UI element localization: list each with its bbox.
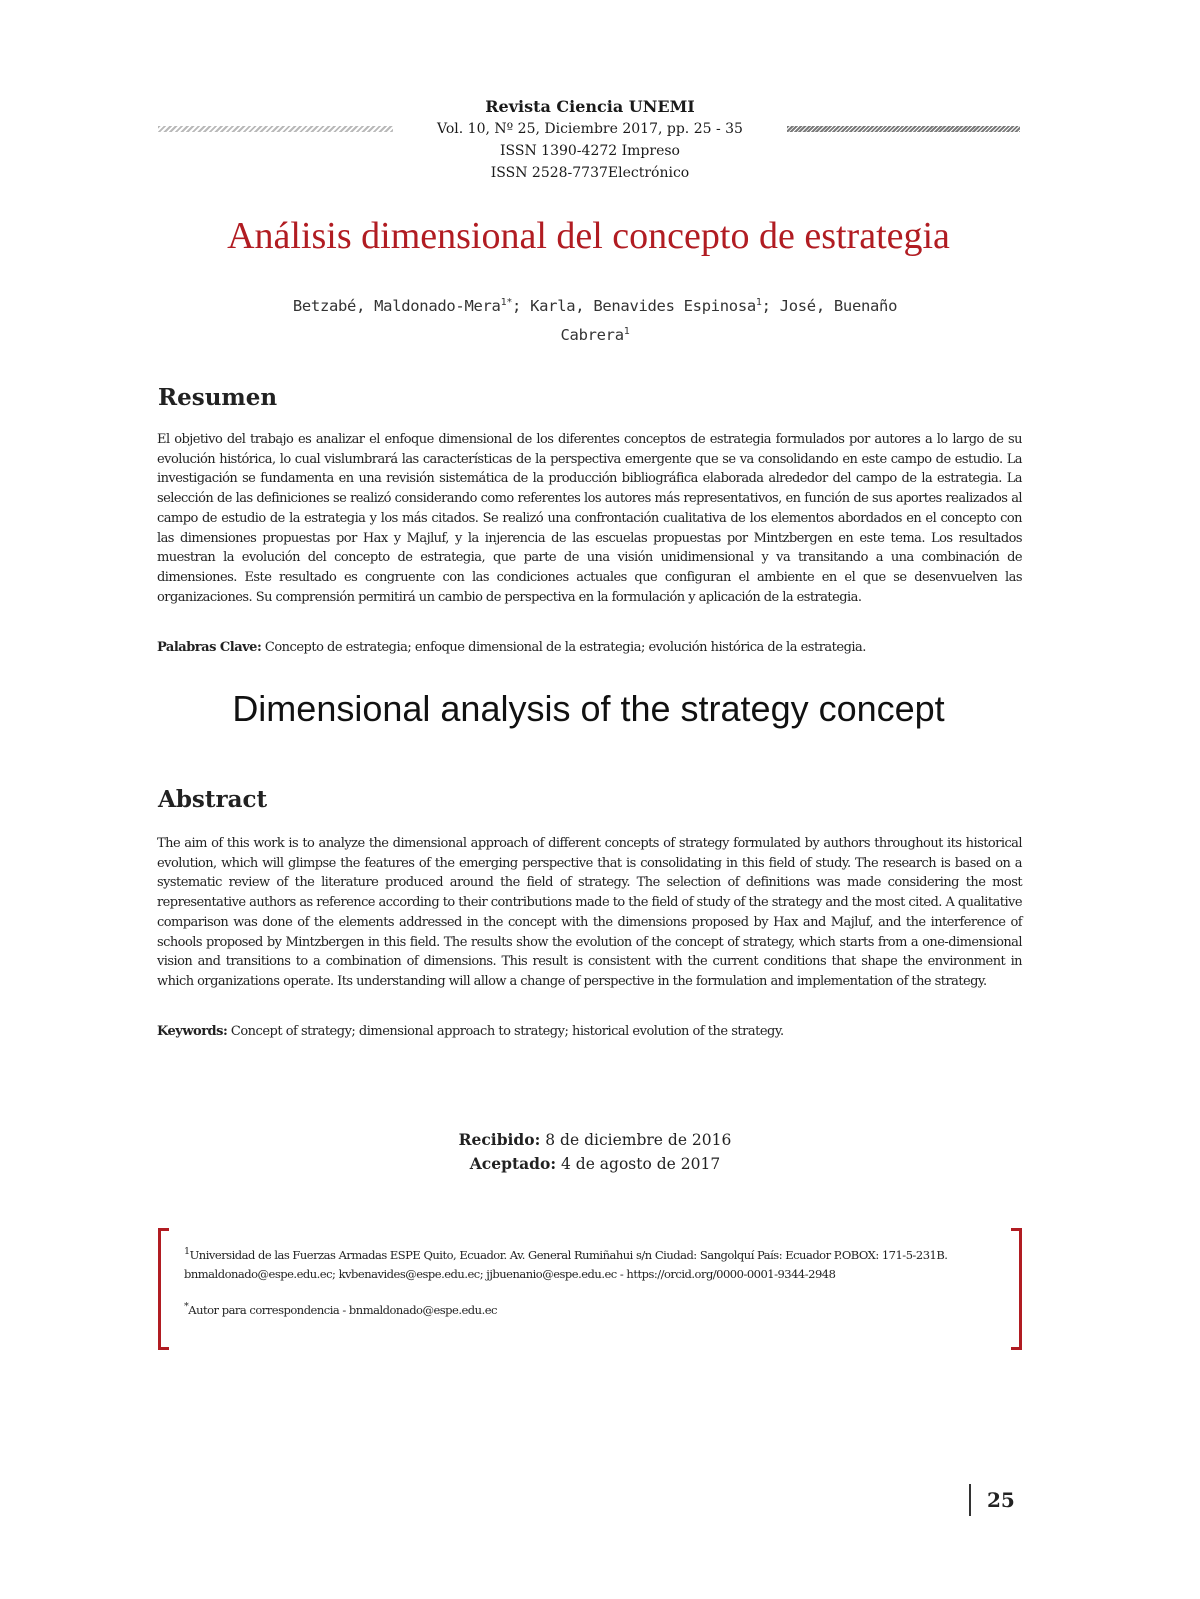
affiliation-box [158, 1228, 1022, 1346]
bracket-left [158, 1228, 169, 1350]
header-rule-right [787, 126, 1020, 132]
accepted-label: Aceptado: [469, 1154, 557, 1173]
affiliation-text [184, 1242, 1004, 1320]
abstract-heading: Abstract [158, 786, 268, 813]
keywords-label: Keywords: [157, 1024, 228, 1039]
affiliation-body: Universidad de las Fuerzas Armadas ESPE Quito, Ecuador. Av. General Rumiñahui s/n Ciudad: Sangolquí País: Ecuador P.OBOX: 171-5-231B. bnmaldonado@espe.edu.ec; kvbenavides@espe.edu.ec; jjbuenanio@espe.edu.ec - https://orcid.org/0000-0001-9344-2948 [184, 1247, 948, 1282]
journal-volume: Vol. 10, Nº 25, Diciembre 2017, pp. 25 - 35 [437, 121, 743, 137]
abstract-text: The aim of this work is to analyze the dimensional approach of different concepts of strategy formulated by authors throughout its historical evolution, which will glimpse the features of the emerging perspective that is consolidating in this field of study. The research is based on a systematic review of the literature produced around the field of strategy. The selection of definitions was made considering the most representative authors as reference according to their contributions made to the field of study of the strategy and the most cited. A qualitative comparison was done of the elements addressed in the concept with the dimensions proposed by Hax and Majluf, and the interference of schools proposed by Mintzbergen in this field. The results show the evolution of the concept of strategy, which starts from a one-dimensional vision and transitions to a combination of dimensions. This result is consistent with the current conditions that shape the environment in which organizations operate. Its understanding will allow a change of perspective in the formulation and implementation of the strategy. [157, 836, 1022, 989]
palabras-clave-label: Palabras Clave: [157, 640, 262, 655]
issn-print: ISSN 1390-4272 Impreso [500, 143, 680, 159]
received-value: 8 de diciembre de 2016 [545, 1131, 732, 1149]
author-1: Betzabé, Maldonado-Mera [292, 297, 501, 316]
header-rule-left [158, 126, 393, 132]
bracket-right [1011, 1228, 1022, 1350]
article-dates [395, 1128, 795, 1176]
palabras-clave-text: Concepto de estrategia; enfoque dimensional de la estrategia; evolución histórica de la estrategia. [264, 640, 866, 655]
keywords-text: Concept of strategy; dimensional approach to strategy; historical evolution of the strategy. [230, 1024, 784, 1039]
issn-electronic: ISSN 2528-7737Electrónico [490, 165, 690, 181]
author-3-cont: Cabrera [560, 326, 624, 345]
resumen-heading: Resumen [158, 384, 278, 411]
corresponding-author [184, 1297, 1004, 1320]
received-label: Recibido: [458, 1130, 541, 1149]
author-2: ; Karla, Benavides Espinosa [512, 297, 756, 316]
accepted-date [395, 1152, 795, 1176]
author-list [255, 290, 935, 348]
corresponding-text: Autor para correspondencia - bnmaldonado@espe.edu.ec [188, 1302, 497, 1317]
keywords [157, 1024, 1022, 1039]
author-3-affil: 1 [623, 326, 630, 338]
accepted-value: 4 de agosto de 2017 [560, 1155, 721, 1173]
resumen-text: El objetivo del trabajo es analizar el enfoque dimensional de los diferentes conceptos de estrategia formulados por autores a lo largo de su evolución histórica, lo cual vislumbrará las características de la perspectiva emergente que se va consolidando en este campo de estudio. La investigación se fundamenta en una revisión sistemática de la producción bibliográfica elaborada alrededor del campo de la estrategia. La selección de las definiciones se realizó considerando como referentes los autores más representativos, en función de sus aportes realizados al campo de estudio de la estrategia y los más citados. Se realizó una confrontación cualitativa de los elementos abordados en el concepto con las dimensiones propuestas por Hax y Majluf, y la injerencia de las escuelas propuestas por Mintzbergen en este tema. Los resultados muestran la evolución del concepto de estrategia, que parte de una visión unidimensional y va transitando a una combinación de dimensiones. Este resultado es congruente con las condiciones actuales que configuran el ambiente en el que se desenvuelven las organizaciones. Su comprensión permitirá un cambio de perspectiva en la formulación y aplicación de la estrategia. [157, 432, 1022, 605]
affiliation-line [184, 1242, 1004, 1285]
author-1-affil: 1* [500, 297, 513, 308]
affiliation-sup: 1 [184, 1246, 190, 1257]
article-title-en: Dimensional analysis of the strategy concept [232, 688, 945, 729]
author-3: ; José, Buenaño [761, 297, 898, 316]
page-number: 25 [969, 1484, 1015, 1516]
journal-name: Revista Ciencia UNEMI [485, 97, 695, 116]
palabras-clave [157, 640, 1022, 655]
corr-mark: * [184, 1300, 189, 1312]
article-title-es: Análisis dimensional del concepto de estrategia [227, 215, 950, 257]
author-2-affil: 1 [755, 297, 762, 308]
journal-info [425, 96, 755, 184]
received-date [395, 1128, 795, 1152]
